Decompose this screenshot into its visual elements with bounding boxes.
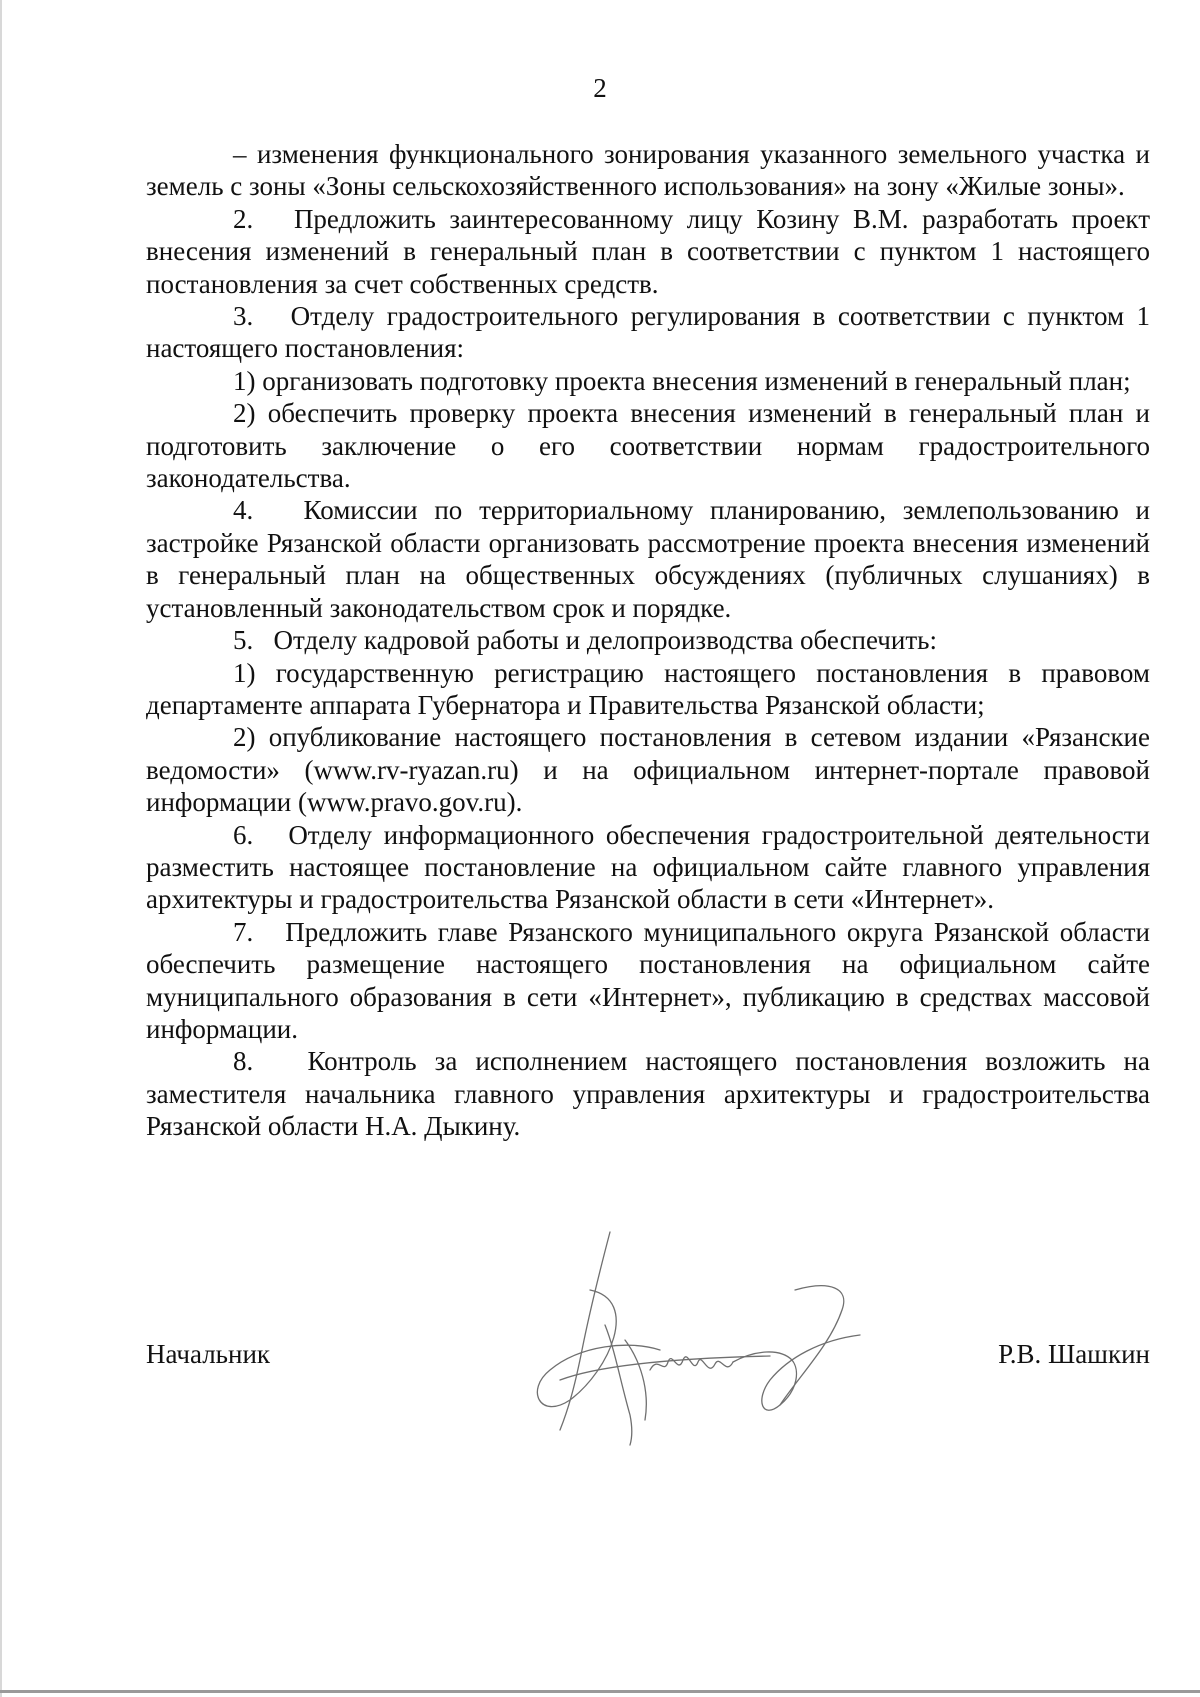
paragraph-item-3: 3. Отделу градостроительного регулирования в соответствии с пунктом 1 настоящего постановления:	[146, 301, 1150, 364]
signer-position: Начальник	[146, 1339, 271, 1369]
paragraph-item-6: 6. Отделу информационного обеспечения градостроительной деятельности разместить настоящее постановление на официальном сайте главного управления архитектуры и градостроительства Рязанской области в сети «Интернет».	[146, 819, 1150, 915]
paragraph-item-3-1: 1) организовать подготовку проекта внесения изменений в генеральный план;	[233, 365, 1131, 396]
paragraph-item-7: 7. Предложить главе Рязанского муниципального округа Рязанской области обеспечить размещение настоящего постановления на официальном сайте муниципального образования в сети «Интернет», публикацию в средствах массовой информации.	[146, 916, 1150, 1044]
paragraph-item-8: 8. Контроль за исполнением настоящего постановления возложить на заместителя начальника главного управления архитектуры и градостроительства Рязанской области Н.А. Дыкину.	[146, 1046, 1150, 1142]
document-body	[146, 138, 1150, 1143]
paragraph-item-2: 2. Предложить заинтересованному лицу Козину В.М. разработать проект внесения изменений в генеральный план в соответствии с пунктом 1 настоящего постановления за счет собственных средств.	[146, 203, 1150, 299]
paragraph-item-5-1: 1) государственную регистрацию настоящего постановления в правовом департаменте аппарата Губернатора и Правительства Рязанской области;	[146, 657, 1150, 720]
paragraph-item-5: 5. Отделу кадровой работы и делопроизводства обеспечить:	[233, 625, 937, 656]
paragraph-zoning-change: – изменения функционального зонирования указанного земельного участка и земель с зоны «Зоны сельскохозяйственного использования» на зону «Жилые зоны».	[146, 139, 1150, 202]
paragraph-item-3-2: 2) обеспечить проверку проекта внесения изменений в генеральный план и подготовить заключение о его соответствии нормам градостроительного законодательства.	[146, 398, 1150, 494]
signer-name: Р.В. Шашкин	[998, 1339, 1150, 1369]
page-number: 2	[593, 73, 607, 103]
paragraph-item-4: 4. Комиссии по территориальному планированию, землепользованию и застройке Рязанской области организовать рассмотрение проекта внесения изменений в генеральный план на общественных обсуждениях (публичных слушаниях) в установленный законодательством срок и порядке.	[146, 495, 1150, 623]
page-bottom-edge	[0, 1690, 1200, 1693]
signature-block	[146, 1338, 1150, 1378]
paragraph-item-5-2: 2) опубликование настоящего постановления в сетевом издании «Рязанские ведомости» (www.rv-ryazan.ru) и на официальном интернет-портале правовой информации (www.pravo.gov.ru).	[146, 722, 1150, 818]
scan-edge	[0, 0, 2, 1697]
